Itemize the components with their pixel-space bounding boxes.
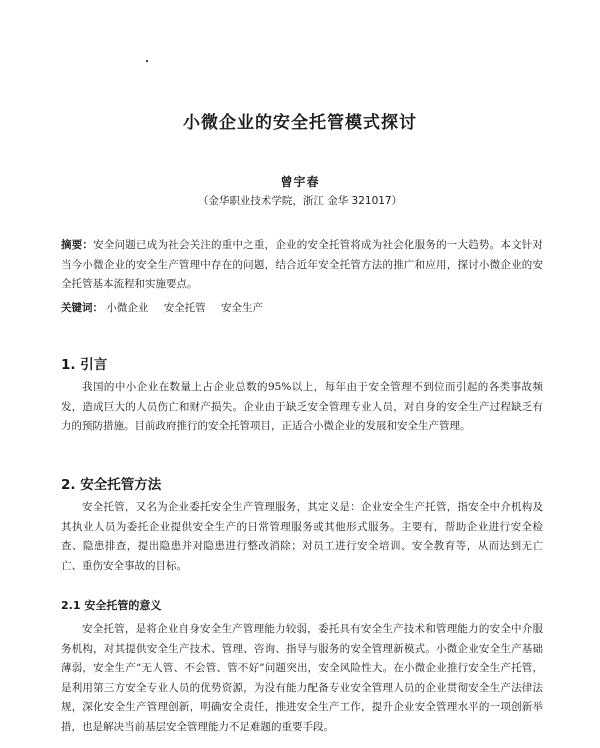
subsection-heading-significance: 2.1 安全托管的意义 <box>61 599 162 612</box>
abstract-text: 安全问题已成为社会关注的重中之重，企业的安全托管将成为社会化服务的一大趋势。本文针对当今小微企业的安全生产管理中存在的问题，结合近年安全托管方法的推广和应用，探讨小微企业的安全托管基本流程和实施要点。 <box>61 239 544 290</box>
section-heading-methods: 2. 安全托管方法 <box>61 477 162 493</box>
scan-speck <box>146 60 148 62</box>
subsection-body-significance: 安全托管，是将企业自身安全生产管理能力较弱，委托具有安全生产技术和管理能力的安全中介服务机构，对其提供安全生产技术、管理、咨询、指导与服务的安全管理新模式。小微企业安全生产基础薄弱，安全生产“无人管、不会管、管不好”问题突出，安全风险性大。在小微企业推行安全生产托管，是利用第三方安全专业人员的优势资源，为没有能力配备专业安全管理人员的企业贯彻安全生产法律法规，深化安全生产管理创新，明确安全责任，推进安全生产工作，提升企业安全管理水平的一项创新举措，也是解决当前基层安全管理能力不足难题的重要手段。 <box>61 623 543 733</box>
section-body-introduction: 我国的中小企业在数量上占企业总数的95%以上，每年由于安全管理不到位而引起的各类事故频发，造成巨大的人员伤亡和财产损失。企业由于缺乏安全管理专业人员，对自身的安全生产过程缺乏有力的预防措施。目前政府推行的安全托管项目，正适合小微企业的发展和安全生产管理。 <box>61 381 543 432</box>
keywords <box>61 300 275 315</box>
paper-title: 小微企业的安全托管模式探讨 <box>183 113 417 133</box>
section-body-methods: 安全托管，又名为企业委托安全生产管理服务，其定义是：企业安全生产托管，指安全中介机构及其执业人员为委托企业提供安全生产的日常管理服务或其他形式服务。主要有，帮助企业进行安全检查、隐患排查，提出隐患并对隐患进行整改消除；对员工进行安全培训、安全教育等，从而达到无亡亡、重伤安全事故的目标。 <box>61 501 543 572</box>
section-heading-introduction: 1. 引言 <box>61 357 108 373</box>
keyword: 安全托管 <box>163 302 206 314</box>
author-name: 曾宇春 <box>280 175 320 189</box>
abstract <box>61 236 543 295</box>
keyword: 小微企业 <box>106 302 149 314</box>
keywords-label: 关键词： <box>61 302 103 314</box>
keyword: 安全生产 <box>221 302 264 314</box>
author-affiliation: （金华职业技术学院，浙江 金华 321017） <box>197 195 403 207</box>
abstract-label: 摘要： <box>61 239 94 251</box>
